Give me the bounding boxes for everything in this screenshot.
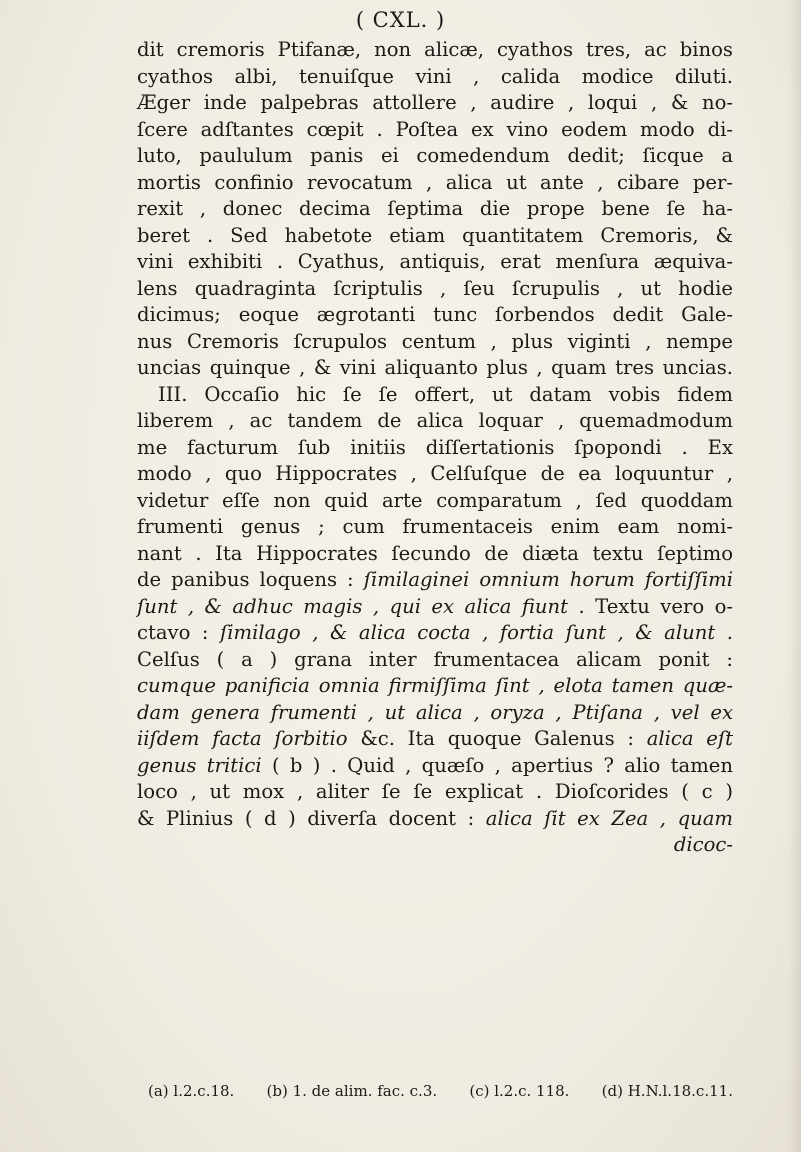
text-line: lens quadraginta ſcriptulis , ſeu ſcrupulis , ut hodie — [137, 276, 733, 300]
quoted-text: alica ſit ex Zea , quam — [485, 806, 734, 830]
text-line: dit cremoris Ptifanæ, non alicæ, cyathos tres, ac binos — [137, 38, 733, 61]
text-line: mortis confinio revocatum , alica ut ante , cibare per- — [137, 170, 733, 194]
footnotes — [148, 1082, 733, 1100]
text-line: frumenti genus ; cum frumentaceis enim eam nomi- — [137, 515, 733, 538]
catchword: dicoc- — [673, 833, 733, 856]
text-line: ſcere adſtantes cœpit . Poſtea ex vino eodem modo di- — [137, 117, 733, 141]
text-line: vini exhibiti . Cyathus, antiquis, erat menſura æquiva- — [137, 250, 733, 273]
text-line: rexit , donec decima ſeptima die prope bene ſe ha- — [137, 197, 733, 220]
quoted-text: alica eſt — [646, 727, 734, 750]
body-text — [137, 37, 733, 859]
text-segment: &c. Ita quoque Galenus : — [360, 727, 634, 750]
text-line: dicimus; eoque ægrotanti tunc ſorbendos dedit Gale- — [137, 303, 733, 326]
text-line: cyathos albi, tenuiſque vini , calida modice diluti. — [137, 64, 733, 88]
footnote-d: (d) H.N.l.18.c.11. — [601, 1082, 733, 1100]
text-segment: de panibus loquens : — [137, 568, 354, 591]
text-segment: ctavo : — [137, 621, 209, 644]
quoted-text: ſimilaginei omnium horum fortiſſimi — [363, 568, 733, 591]
text-line: me facturum ſub initiis diſſertationis ſpopondi . Ex — [137, 435, 733, 459]
footnote-c: (c) l.2.c. 118. — [469, 1082, 570, 1100]
text-line: loco , ut mox , aliter ſe ſe explicat . Dioſcorides ( c ) — [137, 780, 733, 803]
text-line: Celſus ( a ) grana inter frumentacea alicam ponit : — [137, 647, 733, 671]
page-edge-shadow — [787, 0, 801, 1152]
text-line — [137, 726, 733, 753]
text-line — [137, 806, 733, 833]
quoted-text: genus tritici — [137, 753, 262, 777]
text-line — [137, 567, 733, 594]
text-segment: ( b ) . Quid , quæſo , apertius ? alio tamen — [271, 753, 733, 777]
footnote-b: (b) 1. de alim. fac. c.3. — [266, 1082, 438, 1100]
text-line: nus Cremoris ſcrupulos centum , plus viginti , nempe — [137, 329, 733, 353]
text-segment: & Plinius ( d ) diverſa docent : — [137, 806, 475, 830]
text-line — [137, 753, 733, 780]
text-line: luto, paululum panis ei comedendum dedit; ſicque a — [137, 144, 733, 167]
page-header: ( CXL. ) — [355, 8, 446, 32]
quoted-text: ſimilago , & alica cocta , fortia ſunt , & alunt . — [220, 621, 733, 644]
text-line: modo , quo Hippocrates , Celſuſque de ea loquuntur , — [137, 462, 733, 485]
quoted-text: iiſdem facta ſorbitio — [137, 727, 348, 750]
text-line: dam genera frumenti , ut alica , oryza , Ptiſana , vel ex — [137, 700, 733, 724]
text-line: uncias quinque , & vini aliquanto plus , quam tres uncias. — [137, 356, 733, 379]
text-line: cumque panificia omnia firmiſſima ſint , elota tamen quæ- — [137, 674, 733, 697]
text-line: liberem , ac tandem de alica loquar , quemadmodum — [137, 409, 733, 432]
text-line: beret . Sed habetote etiam quantitatem Cremoris, & — [137, 223, 733, 247]
text-line — [137, 594, 733, 621]
text-segment: Textu vero o- — [595, 594, 733, 618]
footnote-a: (a) l.2.c.18. — [148, 1082, 235, 1100]
text-line: videtur eſſe non quid arte comparatum , ſed quoddam — [137, 488, 733, 512]
text-line: Æger inde palpebras attollere , audire , loqui , & no- — [137, 91, 733, 114]
text-line: nant . Ita Hippocrates ſecundo de diæta textu ſeptimo — [137, 541, 733, 565]
text-line — [137, 620, 733, 647]
quoted-text: ſunt , & adhuc magis , qui ex alica fiunt . — [137, 594, 585, 618]
text-line: III. Occaſio hic ſe ſe offert, ut datam vobis fidem — [158, 382, 733, 406]
